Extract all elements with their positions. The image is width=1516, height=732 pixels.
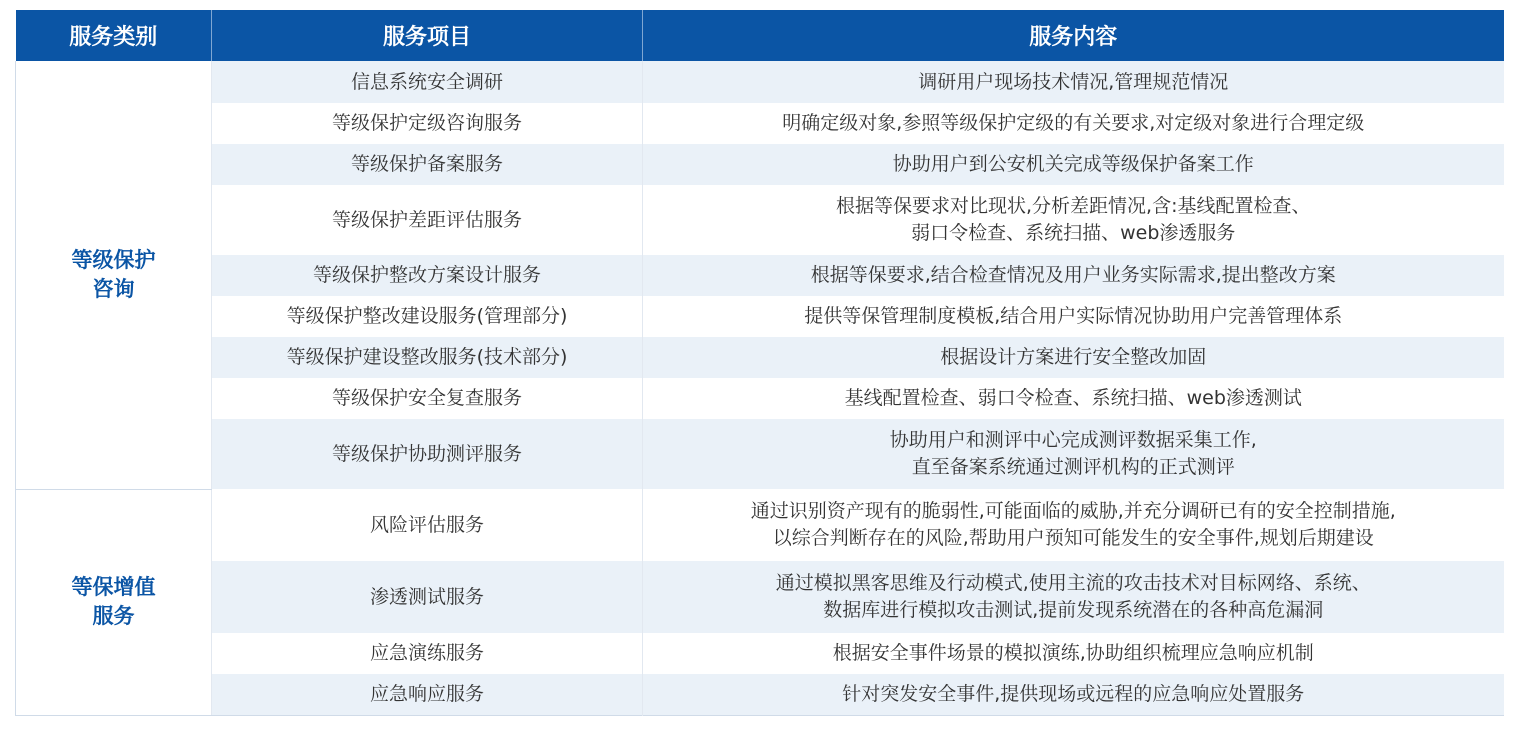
table-row — [16, 561, 1504, 633]
service-item-cell: 等级保护备案服务 — [212, 144, 643, 185]
service-content-line: 弱口令检查、系统扫描、web渗透服务 — [911, 222, 1236, 244]
service-content-line: 以综合判断存在的风险,帮助用户预知可能发生的安全事件,规划后期建设 — [772, 527, 1374, 549]
table-body — [16, 61, 1504, 715]
service-content-line: 根据等保要求,结合检查情况及用户业务实际需求,提出整改方案 — [810, 264, 1336, 286]
service-item-cell: 渗透测试服务 — [212, 561, 643, 633]
table-row — [16, 489, 1504, 561]
table-row — [16, 61, 1504, 103]
table-row — [16, 255, 1504, 296]
header-category: 服务类别 — [16, 10, 212, 61]
service-content-line: 调研用户现场技术情况,管理规范情况 — [918, 70, 1229, 93]
category-label-line: 咨询 — [92, 276, 135, 301]
service-content-line: 通过模拟黑客思维及行动模式,使用主流的攻击技术对目标网络、系统、 — [775, 572, 1371, 594]
service-content-cell — [643, 255, 1504, 296]
header-row — [16, 10, 1504, 61]
table-row — [16, 378, 1504, 419]
service-content-cell — [643, 296, 1504, 337]
table-row — [16, 337, 1504, 378]
service-item-cell: 等级保护差距评估服务 — [212, 185, 643, 255]
service-content-line: 直至备案系统通过测评机构的正式测评 — [911, 456, 1235, 478]
service-item-cell: 等级保护整改方案设计服务 — [212, 255, 643, 296]
service-item-cell: 信息系统安全调研 — [212, 61, 643, 103]
category-label-line: 等级保护 — [71, 247, 156, 272]
service-item-cell: 等级保护整改建设服务(管理部分) — [212, 296, 643, 337]
service-item-cell: 应急响应服务 — [212, 674, 643, 715]
service-content-line: 协助用户和测评中心完成测评数据采集工作, — [889, 429, 1257, 451]
category-label-line: 服务 — [92, 604, 135, 628]
service-item-cell: 等级保护协助测评服务 — [212, 419, 643, 489]
category-cell — [16, 61, 212, 489]
service-content-line: 协助用户到公安机关完成等级保护备案工作 — [892, 153, 1254, 175]
service-item-cell: 风险评估服务 — [212, 489, 643, 561]
service-content-cell — [643, 185, 1504, 255]
service-content-line: 明确定级对象,参照等级保护定级的有关要求,对定级对象进行合理定级 — [782, 112, 1365, 134]
service-content-cell — [643, 61, 1504, 103]
table-row — [16, 103, 1504, 144]
service-content-cell — [643, 489, 1504, 561]
service-item-cell: 等级保护定级咨询服务 — [212, 103, 643, 144]
service-content-cell — [643, 337, 1504, 378]
service-item-cell: 等级保护建设整改服务(技术部分) — [212, 337, 643, 378]
service-content-line: 提供等保管理制度模板,结合用户实际情况协助用户完善管理体系 — [804, 305, 1343, 327]
service-content-cell — [643, 633, 1504, 674]
service-content-cell — [643, 419, 1504, 489]
table-row — [16, 185, 1504, 255]
service-content-cell — [643, 378, 1504, 419]
service-table — [15, 10, 1504, 716]
table-row — [16, 674, 1504, 715]
service-content-line: 基线配置检查、弱口令检查、系统扫描、web渗透测试 — [844, 387, 1302, 409]
category-label-line: 等保增值 — [71, 575, 156, 599]
service-content-line: 针对突发安全事件,提供现场或远程的应急响应处置服务 — [842, 682, 1305, 705]
service-content-line: 根据安全事件场景的模拟演练,协助组织梳理应急响应机制 — [832, 642, 1314, 664]
table-row — [16, 419, 1504, 489]
service-content-line: 通过识别资产现有的脆弱性,可能面临的威胁,并充分调研已有的安全控制措施, — [750, 500, 1396, 522]
category-cell — [16, 489, 212, 715]
service-item-cell: 等级保护安全复查服务 — [212, 378, 643, 419]
service-content-cell — [643, 561, 1504, 633]
table-row — [16, 296, 1504, 337]
service-content-cell — [643, 144, 1504, 185]
service-content-line: 根据等保要求对比现状,分析差距情况,含:基线配置检查、 — [836, 195, 1311, 217]
header-content: 服务内容 — [643, 10, 1504, 61]
service-content-cell — [643, 674, 1504, 715]
service-content-line: 根据设计方案进行安全整改加固 — [940, 346, 1207, 368]
table-row — [16, 144, 1504, 185]
table-row — [16, 633, 1504, 674]
service-content-line: 数据库进行模拟攻击测试,提前发现系统潜在的各种高危漏洞 — [823, 599, 1324, 621]
header-item: 服务项目 — [212, 10, 643, 61]
service-content-cell — [643, 103, 1504, 144]
service-item-cell: 应急演练服务 — [212, 633, 643, 674]
